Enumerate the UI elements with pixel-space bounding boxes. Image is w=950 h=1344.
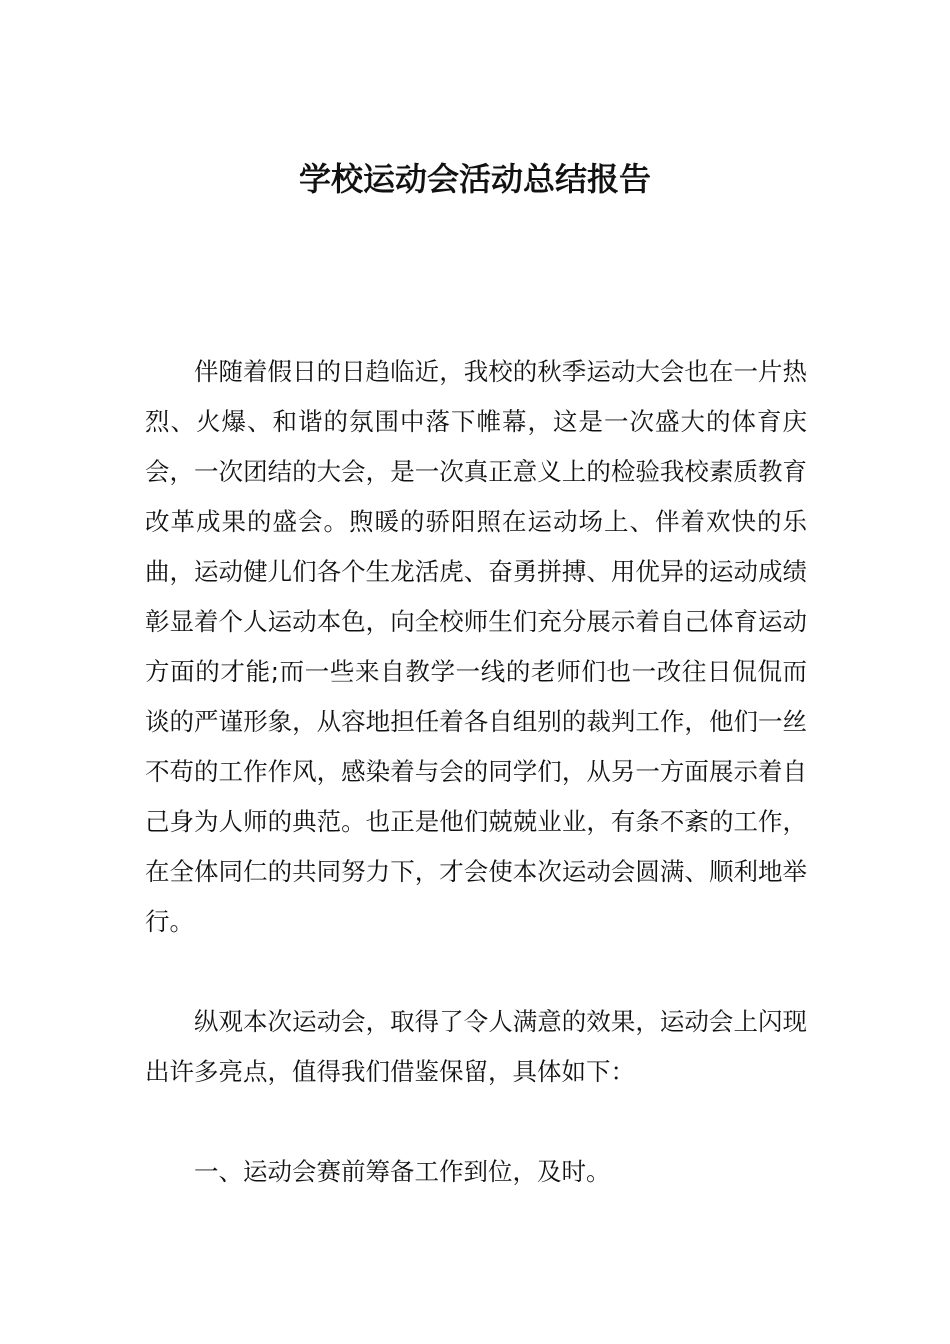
document-title: 学校运动会活动总结报告 xyxy=(298,160,651,198)
section-heading-1: 一、运动会赛前筹备工作到位，及时。 xyxy=(194,1157,611,1186)
paragraph-intro: 伴随着假日的日趋临近，我校的秋季运动大会也在一片热烈、火爆、和谐的氛围中落下帷幕，这是一次盛大的体育庆会，一次团结的大会，是一次真正意义上的检验我校素质教育改革成果的盛会。煦暖的骄阳照在运动场上、伴着欢快的乐曲，运动健儿们各个生龙活虎、奋勇拼搏、用优异的运动成绩彰显着个人运动本色，向全校师生们充分展示着自己体育运动方面的才能;而一些来自教学一线的老师们也一改往日侃侃而谈的严谨形象，从容地担任着各自组别的裁判工作，他们一丝不苟的工作作风，感染着与会的同学们，从另一方面展示着自己身为人师的典范。也正是他们兢兢业业，有条不紊的工作，在全体同仁的共同努力下，才会使本次运动会圆满、顺利地举行。 xyxy=(145,357,807,936)
paragraph-overview: 纵观本次运动会，取得了令人满意的效果，运动会上闪现出许多亮点，值得我们借鉴保留，具体如下： xyxy=(145,1007,807,1086)
document-body xyxy=(145,347,807,1197)
